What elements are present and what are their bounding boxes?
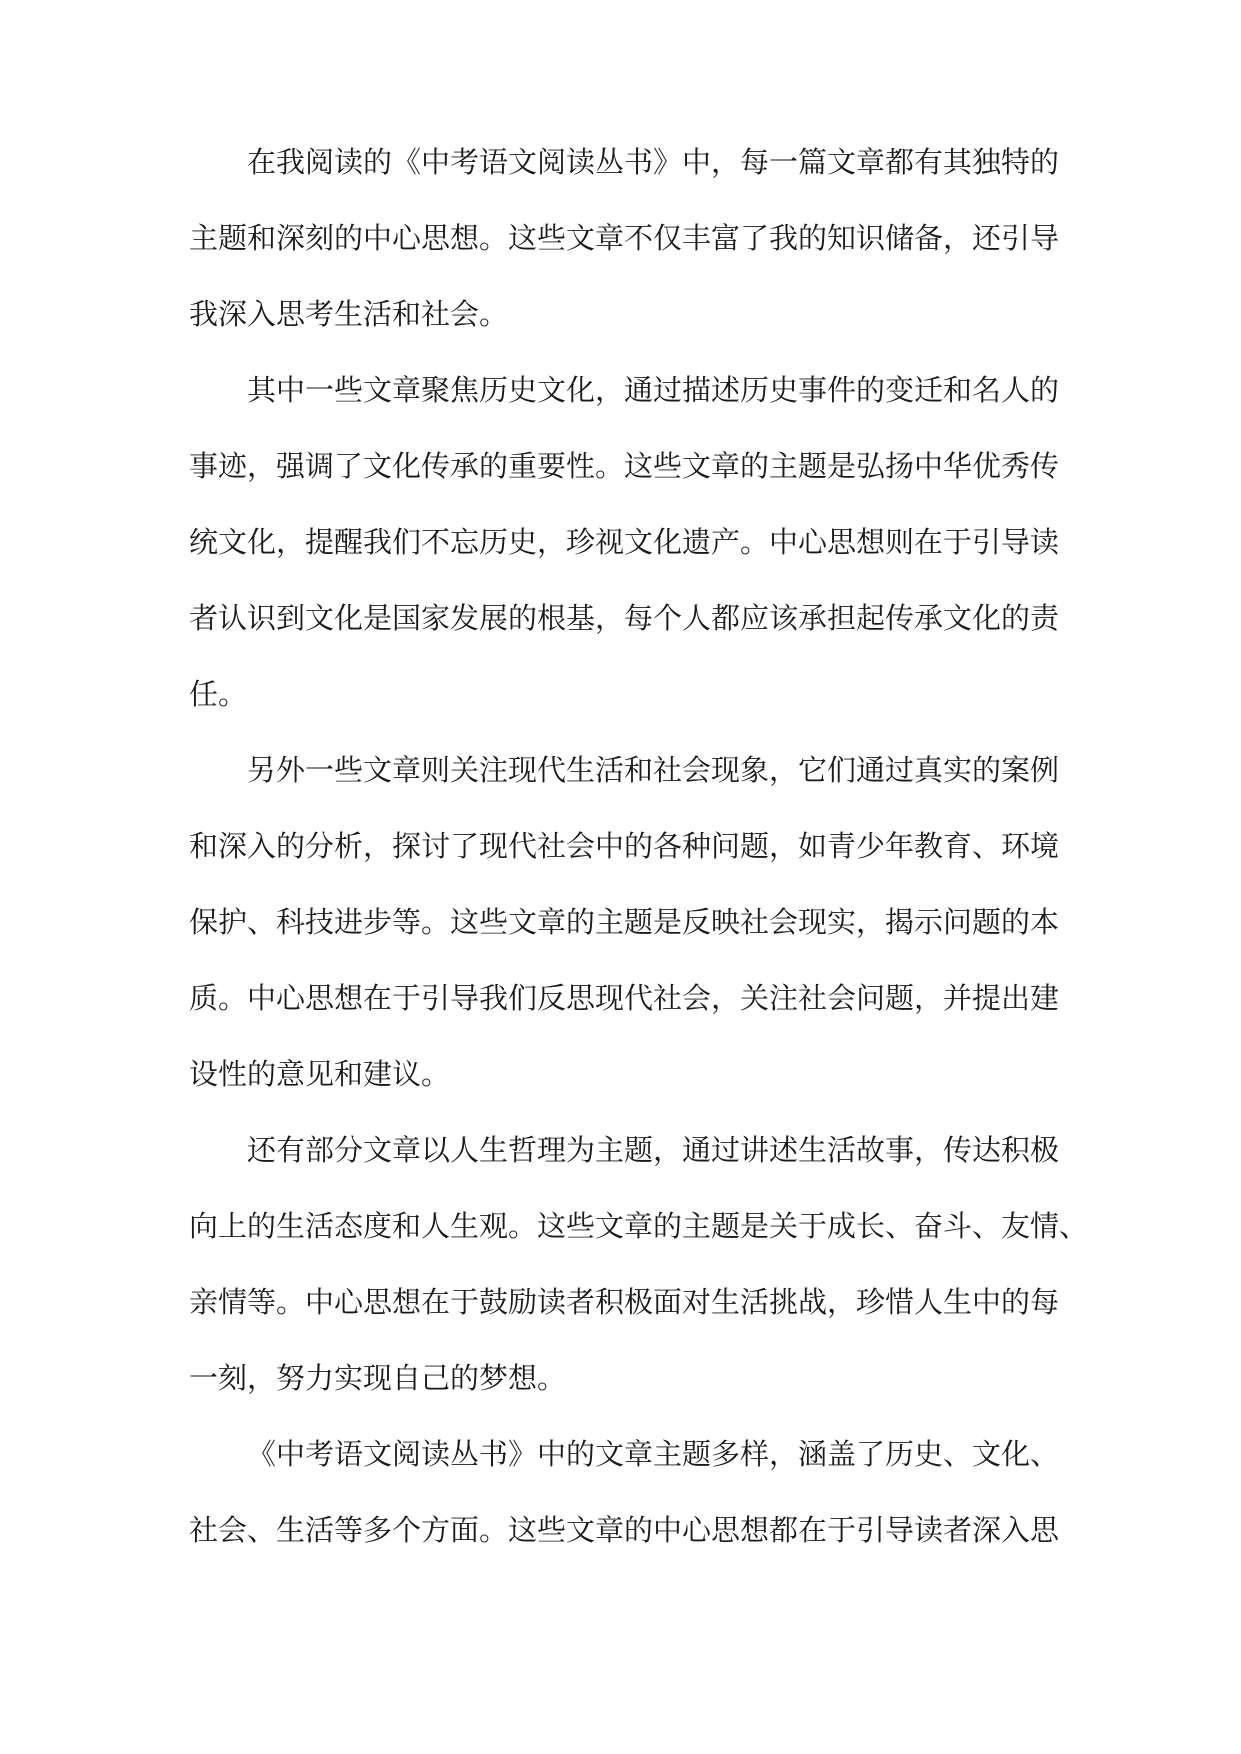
text-line: 者认识到文化是国家发展的根基，每个人都应该承担起传承文化的责 <box>189 601 1060 635</box>
text-line: 在我阅读的《中考语文阅读丛书》中，每一篇文章都有其独特的 <box>247 145 1060 179</box>
paragraph-3 <box>189 748 1059 1128</box>
text-line: 统文化，提醒我们不忘历史，珍视文化遗产。中心思想则在于引导读 <box>189 525 1060 559</box>
text-line: 还有部分文章以人生哲理为主题，通过讲述生活故事，传达积极 <box>247 1133 1060 1167</box>
text-line: 事迹，强调了文化传承的重要性。这些文章的主题是弘扬中华优秀传 <box>189 449 1060 483</box>
text-line: 和深入的分析，探讨了现代社会中的各种问题，如青少年教育、环境 <box>189 829 1060 863</box>
document-body <box>189 140 1089 1584</box>
paragraph-1 <box>189 140 1059 368</box>
text-line: 主题和深刻的中心思想。这些文章不仅丰富了我的知识储备，还引导 <box>189 221 1060 255</box>
text-line: 《中考语文阅读丛书》中的文章主题多样，涵盖了历史、文化、 <box>247 1437 1060 1471</box>
text-line: 向上的生活态度和人生观。这些文章的主题是关于成长、奋斗、友情、 <box>189 1209 1089 1243</box>
text-line: 亲情等。中心思想在于鼓励读者积极面对生活挑战，珍惜人生中的每 <box>189 1285 1060 1319</box>
text-line: 其中一些文章聚焦历史文化，通过描述历史事件的变迁和名人的 <box>247 373 1060 407</box>
text-line: 另外一些文章则关注现代生活和社会现象，它们通过真实的案例 <box>247 753 1060 787</box>
text-line: 任。 <box>189 677 248 711</box>
text-line: 一刻，努力实现自己的梦想。 <box>189 1361 567 1395</box>
text-line: 质。中心思想在于引导我们反思现代社会，关注社会问题，并提出建 <box>189 981 1060 1015</box>
text-line: 设性的意见和建议。 <box>189 1057 451 1091</box>
text-line: 我深入思考生活和社会。 <box>189 297 509 331</box>
paragraph-4 <box>189 1128 1089 1432</box>
text-line: 保护、科技进步等。这些文章的主题是反映社会现实，揭示问题的本 <box>189 905 1060 939</box>
paragraph-5 <box>189 1432 1059 1584</box>
paragraph-2 <box>189 368 1059 748</box>
text-line: 社会、生活等多个方面。这些文章的中心思想都在于引导读者深入思 <box>189 1513 1060 1547</box>
